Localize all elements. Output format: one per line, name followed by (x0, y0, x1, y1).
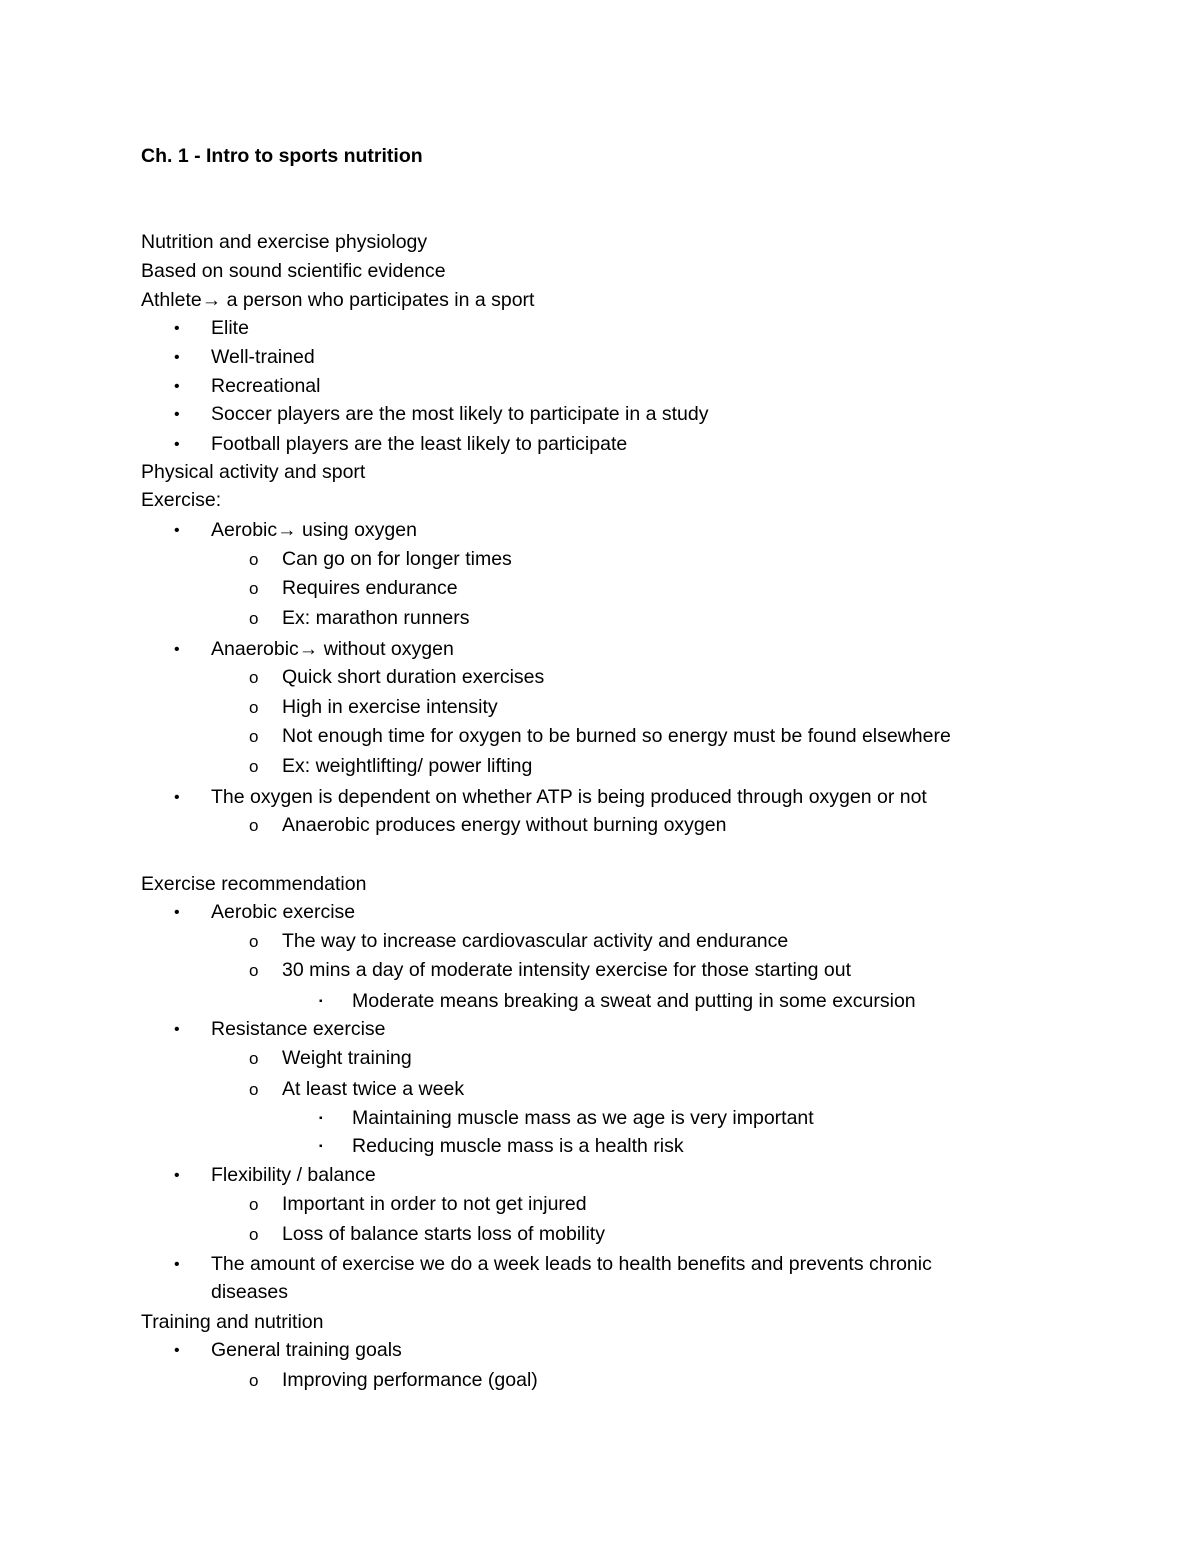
circle-bullet-icon: o (249, 816, 259, 835)
list-item-text: Loss of balance starts loss of mobility (282, 1223, 605, 1245)
circle-bullet-icon: o (249, 757, 259, 776)
list-item-text: Not enough time for oxygen to be burned so energy must be found elsewhere (282, 725, 951, 747)
circle-bullet-icon: o (249, 579, 259, 598)
line-text: Physical activity and sport (141, 461, 366, 483)
bullet-icon: • (174, 522, 180, 539)
list-item-text: General training goals (211, 1339, 402, 1361)
list-item-text: Maintaining muscle mass as we age is very important (352, 1107, 814, 1129)
circle-bullet-icon: o (249, 727, 259, 746)
list-item-text: The way to increase cardiovascular activity and endurance (282, 930, 789, 952)
list-item-text: Well-trained (211, 346, 315, 368)
list-item-text: Aerobic→ using oxygen (211, 519, 417, 541)
list-item-text: Can go on for longer times (282, 548, 512, 570)
list-item-text: Reducing muscle mass is a health risk (352, 1135, 684, 1157)
bullet-icon: • (174, 1256, 180, 1273)
bullet-icon: • (174, 904, 180, 921)
list-item-text: Important in order to not get injured (282, 1193, 587, 1215)
square-bullet-icon: ▪ (319, 1113, 323, 1124)
bullet-icon: • (174, 1167, 180, 1184)
list-item-text: Moderate means breaking a sweat and putting in some excursion (352, 990, 916, 1012)
circle-bullet-icon: o (249, 698, 259, 717)
circle-bullet-icon: o (249, 1080, 259, 1099)
document-title: Ch. 1 - Intro to sports nutrition (141, 145, 423, 167)
line-text: Athlete→ a person who participates in a sport (141, 289, 535, 311)
list-item-text: The amount of exercise we do a week leads to health benefits and prevents chronic (211, 1253, 932, 1275)
list-item-text: Ex: marathon runners (282, 607, 470, 629)
line-text: Training and nutrition (141, 1311, 324, 1333)
circle-bullet-icon: o (249, 932, 259, 951)
bullet-icon: • (174, 789, 180, 806)
list-item-text: Flexibility / balance (211, 1164, 376, 1186)
circle-bullet-icon: o (249, 609, 259, 628)
list-item-text: Aerobic exercise (211, 901, 356, 923)
square-bullet-icon: ▪ (319, 1141, 323, 1152)
bullet-icon: • (174, 1342, 180, 1359)
circle-bullet-icon: o (249, 668, 259, 687)
list-item-text: Quick short duration exercises (282, 666, 545, 688)
bullet-icon: • (174, 320, 180, 337)
list-item-text: 30 mins a day of moderate intensity exercise for those starting out (282, 959, 852, 981)
circle-bullet-icon: o (249, 961, 259, 980)
line-text: Exercise recommendation (141, 873, 367, 895)
circle-bullet-icon: o (249, 550, 259, 569)
bullet-icon: • (174, 406, 180, 423)
list-item-text: Anaerobic produces energy without burning oxygen (282, 814, 727, 836)
list-item-text: Elite (211, 317, 249, 339)
list-item-text: diseases (211, 1281, 288, 1303)
bullet-icon: • (174, 378, 180, 395)
line-text: Based on sound scientific evidence (141, 260, 446, 282)
bullet-icon: • (174, 349, 180, 366)
square-bullet-icon: ▪ (319, 996, 323, 1007)
line-text: Exercise: (141, 489, 222, 511)
list-item-text: Soccer players are the most likely to participate in a study (211, 403, 709, 425)
list-item-text: Weight training (282, 1047, 412, 1069)
list-item-text: Football players are the least likely to participate (211, 433, 628, 455)
list-item-text: Ex: weightlifting/ power lifting (282, 755, 533, 777)
circle-bullet-icon: o (249, 1225, 259, 1244)
circle-bullet-icon: o (249, 1049, 259, 1068)
list-item-text: High in exercise intensity (282, 696, 498, 718)
bullet-icon: • (174, 1021, 180, 1038)
list-item-text: Recreational (211, 375, 321, 397)
list-item-text: The oxygen is dependent on whether ATP is being produced through oxygen or not (211, 786, 927, 808)
list-item-text: Requires endurance (282, 577, 458, 599)
list-item-text: Anaerobic→ without oxygen (211, 638, 454, 660)
circle-bullet-icon: o (249, 1371, 259, 1390)
list-item-text: Resistance exercise (211, 1018, 386, 1040)
list-item-text: At least twice a week (282, 1078, 465, 1100)
line-text: Nutrition and exercise physiology (141, 231, 428, 253)
list-item-text: Improving performance (goal) (282, 1369, 538, 1391)
bullet-icon: • (174, 641, 180, 658)
bullet-icon: • (174, 436, 180, 453)
circle-bullet-icon: o (249, 1195, 259, 1214)
